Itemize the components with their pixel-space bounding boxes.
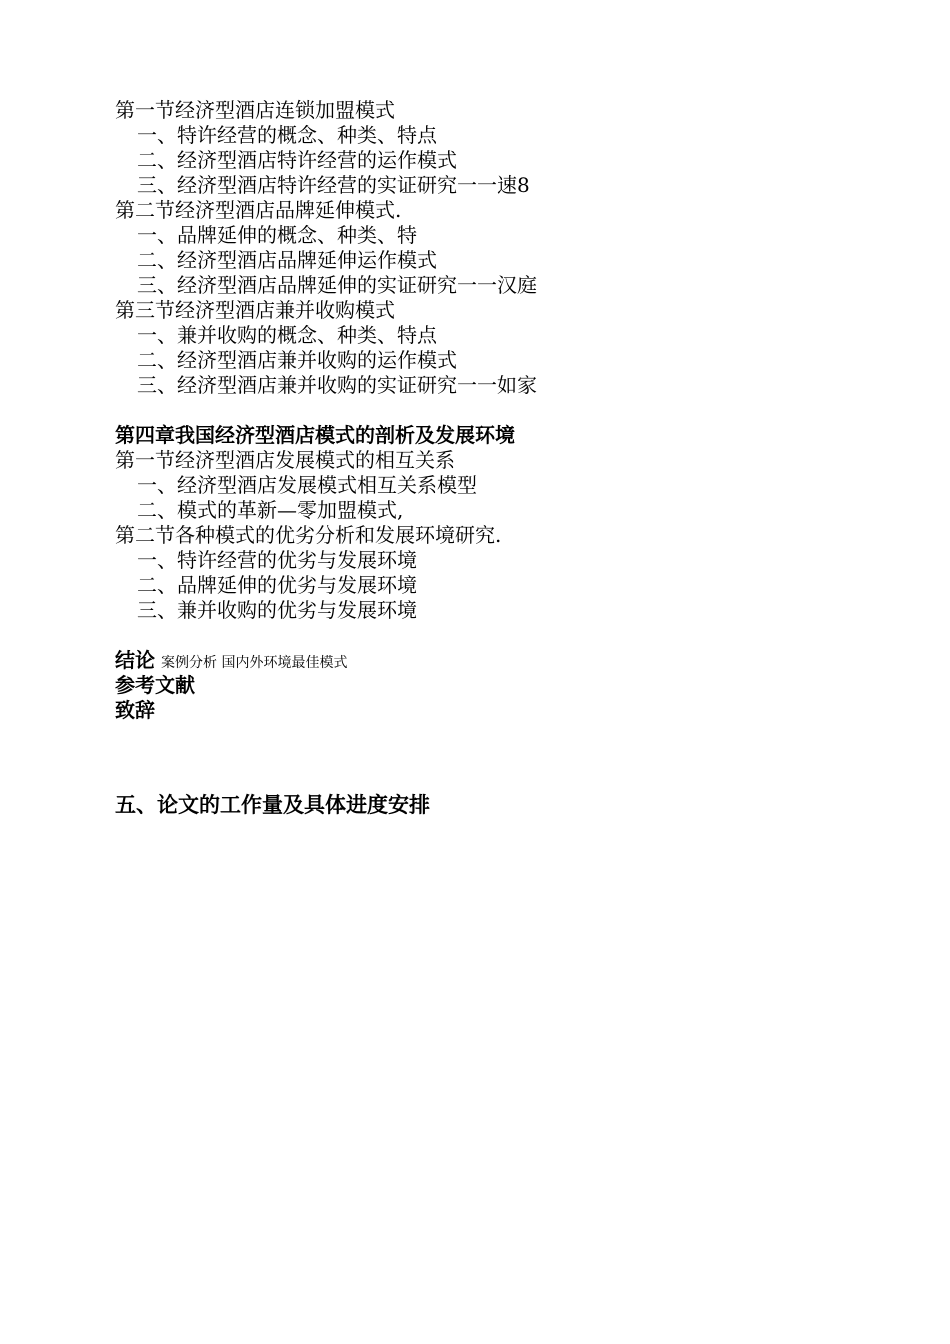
outline-item: 二、经济型酒店品牌延伸运作模式 [137,248,437,272]
outline-item: 三、兼并收购的优劣与发展环境 [137,598,417,622]
outline-item: 三、经济型酒店兼并收购的实证研究一一如家 [137,373,537,397]
section-title: 第二节各种模式的优劣分析和发展环境研究. [115,523,502,547]
outline-item: 二、模式的革新—零加盟模式, [137,498,404,522]
section-title: 第一节经济型酒店发展模式的相互关系 [115,448,455,472]
outline-item: 一、经济型酒店发展模式相互关系模型 [137,473,477,497]
outline-item: 一、兼并收购的概念、种类、特点 [137,323,437,347]
outline-item: 一、特许经营的概念、种类、特点 [137,123,437,147]
conclusion-note: 案例分析 国内外环境最佳模式 [161,655,348,671]
section-title: 第一节经济型酒店连锁加盟模式 [115,98,395,122]
section-title: 第三节经济型酒店兼并收购模式 [115,298,395,322]
section-title: 第二节经济型酒店品牌延伸模式. [115,198,402,222]
acknowledgements-title: 致辞 [115,698,155,722]
outline-item: 二、品牌延伸的优劣与发展环境 [137,573,417,597]
outline-item: 一、品牌延伸的概念、种类、特 [137,223,417,247]
section-heading: 五、论文的工作量及具体进度安排 [115,793,430,817]
chapter-title: 第四章我国经济型酒店模式的剖析及发展环境 [115,423,515,447]
outline-item: 二、经济型酒店特许经营的运作模式 [137,148,457,172]
conclusion-row [115,648,347,676]
outline-item: 一、特许经营的优劣与发展环境 [137,548,417,572]
references-title: 参考文献 [115,673,195,697]
outline-item: 二、经济型酒店兼并收购的运作模式 [137,348,457,372]
conclusion-title: 结论 [115,648,155,672]
outline-item: 三、经济型酒店品牌延伸的实证研究一一汉庭 [137,273,537,297]
outline-item: 三、经济型酒店特许经营的实证研究一一速8 [137,173,530,197]
